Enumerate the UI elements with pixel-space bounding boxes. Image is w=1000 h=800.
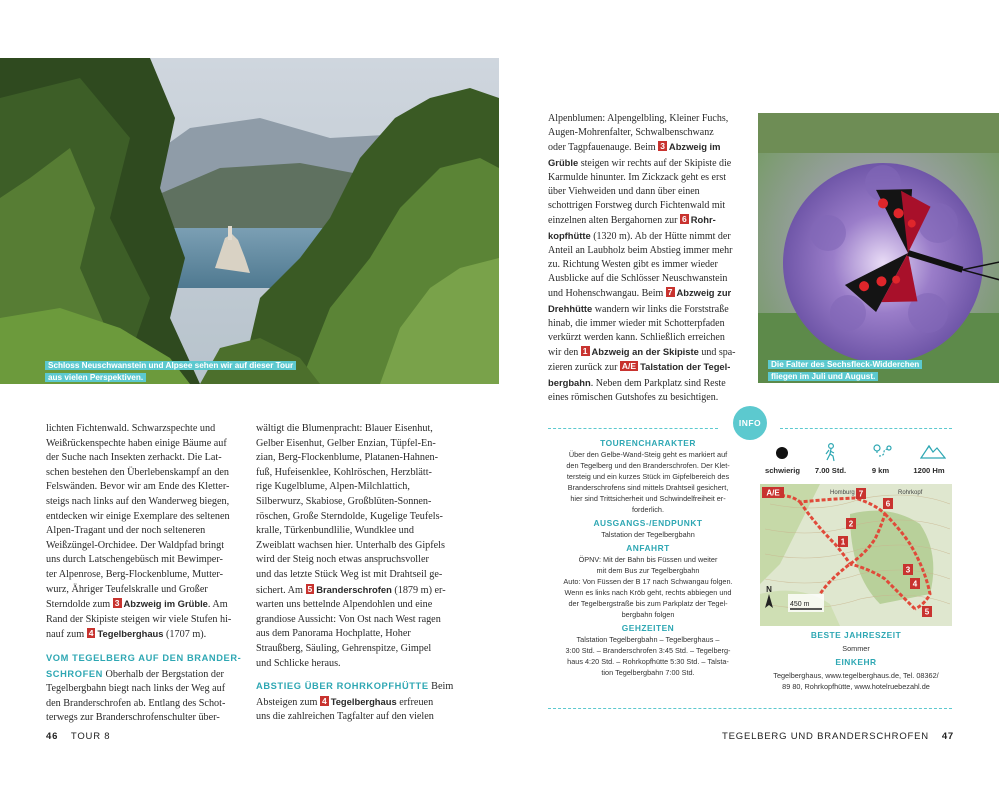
text-line: den Branderschrofen ab. Entlang des Schot- <box>46 697 226 709</box>
tour-label: TOUR 8 <box>70 731 111 742</box>
text-line: SCHROFEN Oberhalb der Bergstation der <box>46 668 224 680</box>
butterfly-illustration <box>758 113 999 383</box>
waypoint-name: Tegelberghaus <box>97 628 164 640</box>
info-box <box>548 418 952 710</box>
text-line: Zweiblatt wachsen hier. Unterhalb des Gipfels <box>256 539 445 551</box>
waypoint-name: Rohr- <box>690 214 716 226</box>
map-point: 1 <box>840 537 846 547</box>
text-line: bergbahn. Neben dem Parkplatz sind Reste <box>548 376 726 389</box>
jahreszeit-text: Sommer <box>842 644 870 653</box>
text-line: aus dem Panorama Hochplatte, Hoher <box>256 628 411 640</box>
stat-duration: 7.00 Std. <box>814 466 847 475</box>
einkehr-text: Tegelberghaus, www.tegelberghaus.de, Tel. 08362/ 89 80, Rohrkopfhütte, www.hotelruebezahl.de <box>773 671 939 691</box>
map-point: 5 <box>924 607 930 617</box>
map-start-label: A/E <box>766 488 780 498</box>
text-line: Tegelbergbahn biegt nach links der Weg auf <box>46 683 226 695</box>
text-line: entdecken wir einige Exemplare des seltenen <box>46 510 230 522</box>
waypoint-name: Talstation der Tegel- <box>640 361 731 373</box>
text-line: Straußberg, Säuling, Gehrenspitze, Gimpel <box>256 642 432 654</box>
text-line: kralle, Türkenbundlilie, Wundklee und <box>256 525 414 537</box>
text-line: Alpenblumen: Alpengelbling, Kleiner Fuchs, <box>548 113 729 124</box>
text-line: über Viehweiden und dann über einen <box>548 186 700 198</box>
text-line: Gelber Eisenhut, Gelber Enzian, Tüpfel-En- <box>256 437 436 449</box>
waypoint-badge: 7 <box>667 287 673 298</box>
text-line: Ausblicke auf die Schlösser Neuschwanstein <box>548 273 728 285</box>
waypoint-badge: 1 <box>582 346 588 357</box>
waypoint-name: Branderschrofen <box>316 583 392 595</box>
text-line: Augen-Mohrenfalter, Schwalbenschwanz <box>548 127 714 139</box>
text-line: und das letzte Stück Weg ist mit Drahtseil ge- <box>256 568 443 580</box>
landscape-illustration <box>0 58 499 384</box>
text-line: oder Tagpfauenauge. Beim 3 Abzweig im <box>548 141 721 154</box>
route-distance-icon <box>872 442 894 460</box>
text-line: uns durch Latschengebüsch mit Bewimper- <box>46 554 223 566</box>
waypoint-badge: 3 <box>114 598 120 609</box>
text-line: nauf zum 4 Tegelberghaus (1707 m). <box>46 628 207 641</box>
map-label-rohrkopf: Rohrkopf <box>898 490 923 496</box>
left-column-1 <box>46 422 246 726</box>
text-line: Silberwurz, Skabiose, Großblüten-Sonnen- <box>256 495 432 507</box>
text-line: schen bestehen den Überlebenskampf an den <box>46 466 230 478</box>
stats-row <box>760 438 952 478</box>
text-line: wir den 1 Abzweig an der Skipiste und spa- <box>548 346 736 359</box>
text-line: terwegs zur Branderschrofenschulter über- <box>46 712 220 724</box>
text-line: grandiose Aussicht: Von Ost nach West ragen <box>256 613 441 625</box>
waypoint-badge: 4 <box>321 695 327 706</box>
text-line: Rand der Skipiste steigen wir viele Stufen hi- <box>46 613 232 625</box>
map-illustration <box>760 484 952 626</box>
text-line: Grüble steigen wir rechts auf der Skipiste die <box>548 156 732 169</box>
text-line: der Suche nach Insekten zerhackt. Die Lat- <box>46 452 222 464</box>
waypoint-badge: 5 <box>307 583 313 594</box>
text-line: lichten Fichtenwald. Schwarzspechte und <box>46 423 216 434</box>
text-line: Weißzüngel-Orchidee. Der Waldpfad bringt <box>46 539 225 551</box>
text-line: warten uns bettelnde Alpendohlen und eine <box>256 599 433 611</box>
text-line: kopfhütte (1320 m). Ab der Hütte nimmt der <box>548 229 731 242</box>
waypoint-name: Abzweig im <box>668 141 721 153</box>
page-number: 46 <box>46 731 59 742</box>
map-point: 2 <box>848 519 854 529</box>
difficulty-dot-icon <box>775 446 789 460</box>
info-bottom-rule <box>548 708 952 709</box>
text-line: sichert. Am 5 Branderschrofen (1879 m) er- <box>256 583 446 596</box>
waypoint-name: Tegelberghaus <box>330 695 397 707</box>
text-line: Karmulde hinunter. Im Zickzack geht es erst <box>548 171 726 183</box>
text-line: und Schlicke heraus. <box>256 657 341 669</box>
info-badge: INFO <box>733 406 767 440</box>
chapter-title: TEGELBERG UND BRANDERSCHROFEN <box>722 731 929 742</box>
ausgangspunkt-text: Talstation der Tegelbergbahn <box>601 530 695 539</box>
text-line: wältigt die Blumenpracht: Blauer Eisenhut, <box>256 423 433 434</box>
einkehr-heading: EINKEHR <box>835 657 877 667</box>
info-left-column <box>548 438 748 678</box>
map-scale-label: 450 m <box>790 601 810 608</box>
text-line: Alpen-Tragant und der noch selteneren <box>46 525 206 537</box>
text-line: Weißrückenspechte haben einige Bäume auf <box>46 437 227 449</box>
text-line: zian, Berg-Flockenblume, Platanen-Hahnen- <box>256 452 438 464</box>
waypoint-name: Abzweig an der Skipiste <box>591 346 699 358</box>
text-line: Drehhütte wandern wir links die Forststraße <box>548 302 729 315</box>
anfahrt-heading: ANFAHRT <box>626 543 670 553</box>
left-column-2 <box>256 422 460 725</box>
text-line: uns die zahlreichen Tagfalter auf den vielen <box>256 711 434 723</box>
neuschwanstein-photo <box>0 58 499 384</box>
stat-difficulty: schwierig <box>764 466 801 475</box>
text-line: schottrigen Forstweg durch Fichtenwald mit <box>548 200 726 212</box>
gehzeiten-heading: GEHZEITEN <box>621 623 675 633</box>
photo-caption: Schloss Neuschwanstein und Alpsee sehen wir auf dieser Tour aus vielen Perspektiven. <box>45 360 345 383</box>
section-heading: ABSTIEG ÜBER ROHRKOPFHÜTTE <box>256 681 429 692</box>
stat-elevation: 1200 Hm <box>913 466 945 475</box>
route-map <box>760 484 952 626</box>
waypoint-name: Abzweig zur <box>676 287 732 299</box>
ausgangspunkt-heading: AUSGANGS-/ENDPUNKT <box>593 518 703 528</box>
section-heading: VOM TEGELBERG AUF DEN BRANDER- <box>46 652 242 663</box>
map-point: 3 <box>905 565 911 575</box>
text-line: Absteigen zum 4 Tegelberghaus erfreuen <box>256 695 434 708</box>
mountain-elevation-icon <box>920 442 946 460</box>
right-top-text <box>548 112 744 405</box>
text-line: einzelnen alten Bergahornen zur 6 Rohr- <box>548 214 716 227</box>
text-line: Felswänden. Bevor wir am Ende des Kletter- <box>46 481 230 493</box>
text-line: röschen, Große Sterndolde, Kugelige Teufels- <box>256 510 443 522</box>
page-number: 47 <box>941 731 954 742</box>
text-line: steigs nach links auf den Wanderweg biegen, <box>46 495 230 507</box>
text-line: fuß, Hufeisenklee, Kohlröschen, Herzblätt- <box>256 466 432 478</box>
waypoint-badge: 6 <box>681 214 687 225</box>
map-point: 4 <box>912 579 918 589</box>
text-line: wird der Steig noch etwas anspruchsvoller <box>256 554 429 566</box>
text-line: hinab, die immer wieder mit Schotterpfaden <box>548 317 725 329</box>
tourencharakter-heading: TOURENCHARAKTER <box>600 438 696 448</box>
waypoint-badge: 3 <box>660 141 665 152</box>
map-point: 6 <box>885 499 891 509</box>
text-line: rige Kugelblume, Alpen-Milchlattich, <box>256 481 410 493</box>
text-line: und Hohenschwangau. Beim 7 Abzweig zur <box>548 287 732 300</box>
anfahrt-text: ÖPNV: Mit der Bahn bis Füssen und weiter mit dem Bus zur Tegelbergbahn Auto: Von Füssen der B 17 nach Schwangau folgen. Wenn es links nach Kröb geht, rechts abbiegen und der Tegelbergstraße bis zum Parkplatz der Tegel- bergbahn folgen <box>563 555 733 619</box>
text-line: zieren zurück zur A/E Talstation der Tegel- <box>548 361 731 374</box>
text-line: ter Alpenrose, Berg-Flockenblume, Mutter- <box>46 568 223 580</box>
butterfly-photo <box>758 113 999 383</box>
text-line: eines römischen Gutshofes zu besichtigen. <box>548 391 719 403</box>
map-north-label: N <box>766 585 772 594</box>
jahreszeit-heading: BESTE JAHRESZEIT <box>810 630 902 640</box>
waypoint-badge: A/E <box>621 361 637 372</box>
gehzeiten-text: Talstation Tegelbergbahn – Tegelberghaus – 3:00 Std. – Branderschrofen 3:45 Std. – Tegelberg- haus 4:20 Std. – Rohrkopfhütte 5:30 Std. – Talsta- tion Tegelbergbahn 7:00 Std. <box>565 635 731 677</box>
text-line: Anteil an Laubholz beim Abstieg immer mehr <box>548 244 733 256</box>
text-line: Sterndolde zum 3 Abzweig im Grüble. Am <box>46 598 228 611</box>
tourencharakter-text: Über den Gelbe-Wand-Steig geht es markiert auf den Tegelberg und den Branderschrofen. Der Klet- tersteig und ein kurzes Stück im Gipfelbereich des Branderschrofens sind mittels Drahtseil gesichert, hier sind Trittsicherheit und Schwindelfreiheit er- forderlich. <box>566 450 730 514</box>
map-point: 7 <box>858 489 864 499</box>
info-top-rule <box>780 428 952 429</box>
text-line: ABSTIEG ÜBER ROHRKOPFHÜTTE Beim <box>256 681 454 693</box>
map-label-homburg: Homburg <box>830 490 855 496</box>
text-line: verkürzt werden kann. Schließlich erreichen <box>548 332 725 344</box>
stat-distance: 9 km <box>871 466 890 475</box>
waypoint-badge: 4 <box>88 628 94 639</box>
waypoint-name: Abzweig im Grüble <box>123 598 208 610</box>
hiker-icon <box>822 442 840 462</box>
text-line: zu. Richtung Westen gibt es immer wieder <box>548 259 718 271</box>
text-line: wurz, Ähriger Teufelskralle und Großer <box>46 583 208 595</box>
butterfly-caption: Die Falter des Sechsfleck-Widderchen fliegen im Juli und August. <box>768 359 988 382</box>
left-footer <box>46 731 110 742</box>
right-footer <box>722 731 954 742</box>
info-top-rule <box>548 428 718 429</box>
